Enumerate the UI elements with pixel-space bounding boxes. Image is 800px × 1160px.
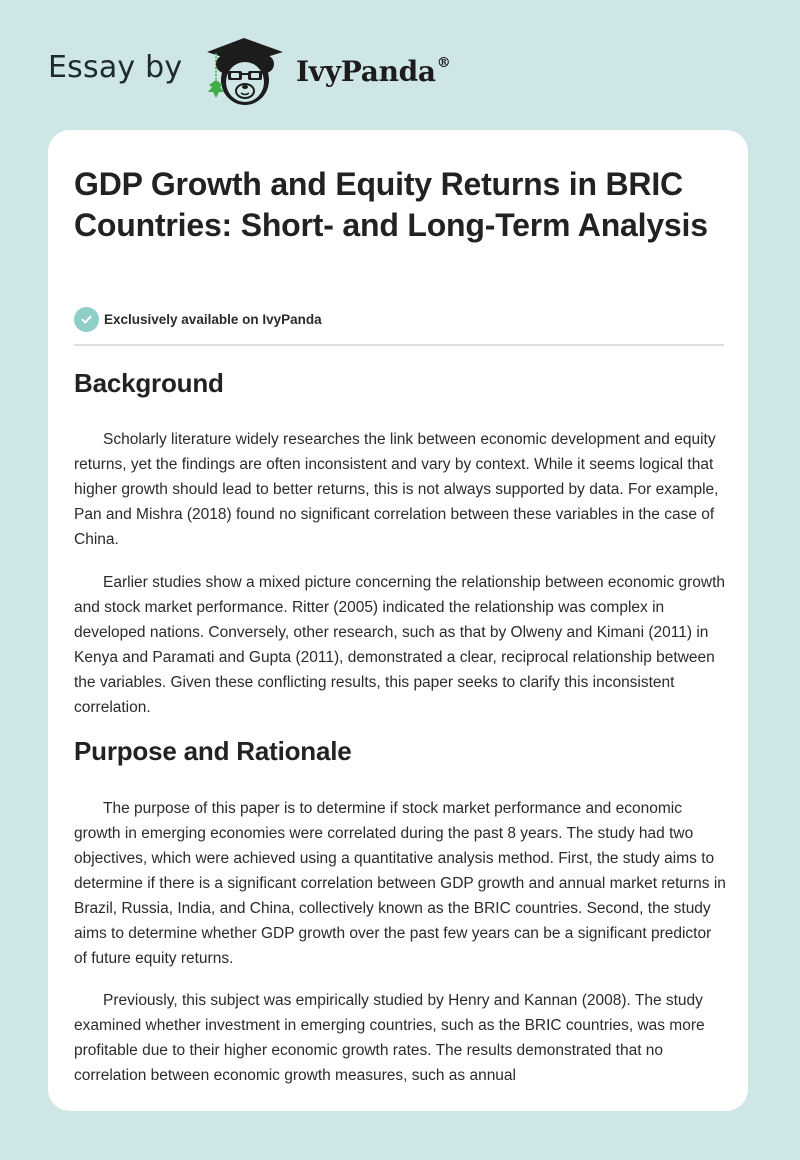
- divider: [74, 344, 724, 346]
- paragraph: Previously, this subject was empirically studied by Henry and Kannan (2008). The study examined whether investment in emerging countries, such as the BRIC countries, was more profitable due to their higher economic growth rates. The results demonstrated that no correlation between economic growth measures, such as annual: [74, 992, 705, 1084]
- exclusive-text: Exclusively available on IvyPanda: [104, 311, 322, 327]
- paragraph: Earlier studies show a mixed picture concerning the relationship between economic growth and stock market performance. Ritter (2005) indicated the relationship was complex in developed nations. Conversely, other research, such as that by Olweny and Kimani (2011) in Kenya and Paramati and Gupta (2011), demonstrated a clear, reciprocal relationship between the variables. Given these conflicting results, this paper seeks to clarify this inconsistent correlation.: [74, 574, 726, 716]
- paragraph: The purpose of this paper is to determine if stock market performance and economic growth in emerging economies were correlated during the past 8 years. The study had two objectives, which were achieved using a quantitative analysis method. First, the study aims to determine if there is a significant correlation between GDP growth and annual market returns in Brazil, Russia, India, and China, collectively known as the BRIC countries. Second, the study aims to determine whether GDP growth over the past few years can be a significant predictor of future equity returns.: [74, 800, 726, 967]
- brand-name-text: IvyPanda: [296, 55, 436, 88]
- section-heading-background: Background: [74, 368, 224, 398]
- section-heading-purpose-rationale: Purpose and Rationale: [74, 736, 352, 766]
- paragraph: Scholarly literature widely researches the link between economic development and equity returns, yet the findings are often inconsistent and vary by context. While it seems logical that higher growth should lead to better returns, this is not always supported by data. For example, Pan and Mishra (2018) found no significant correlation between these variables in the case of China.: [74, 431, 719, 548]
- brand-name[interactable]: [296, 55, 450, 88]
- registered-mark: ®: [436, 54, 451, 71]
- site-header: [0, 0, 800, 130]
- check-circle-icon: [74, 307, 99, 332]
- exclusive-badge: [74, 306, 322, 332]
- essay-by-label: Essay by: [48, 50, 183, 85]
- panda-graduate-logo-icon[interactable]: [203, 36, 285, 108]
- essay-card: [48, 130, 748, 1111]
- page-title: GDP Growth and Equity Returns in BRIC Countries: Short- and Long-Term Analysis: [74, 166, 708, 243]
